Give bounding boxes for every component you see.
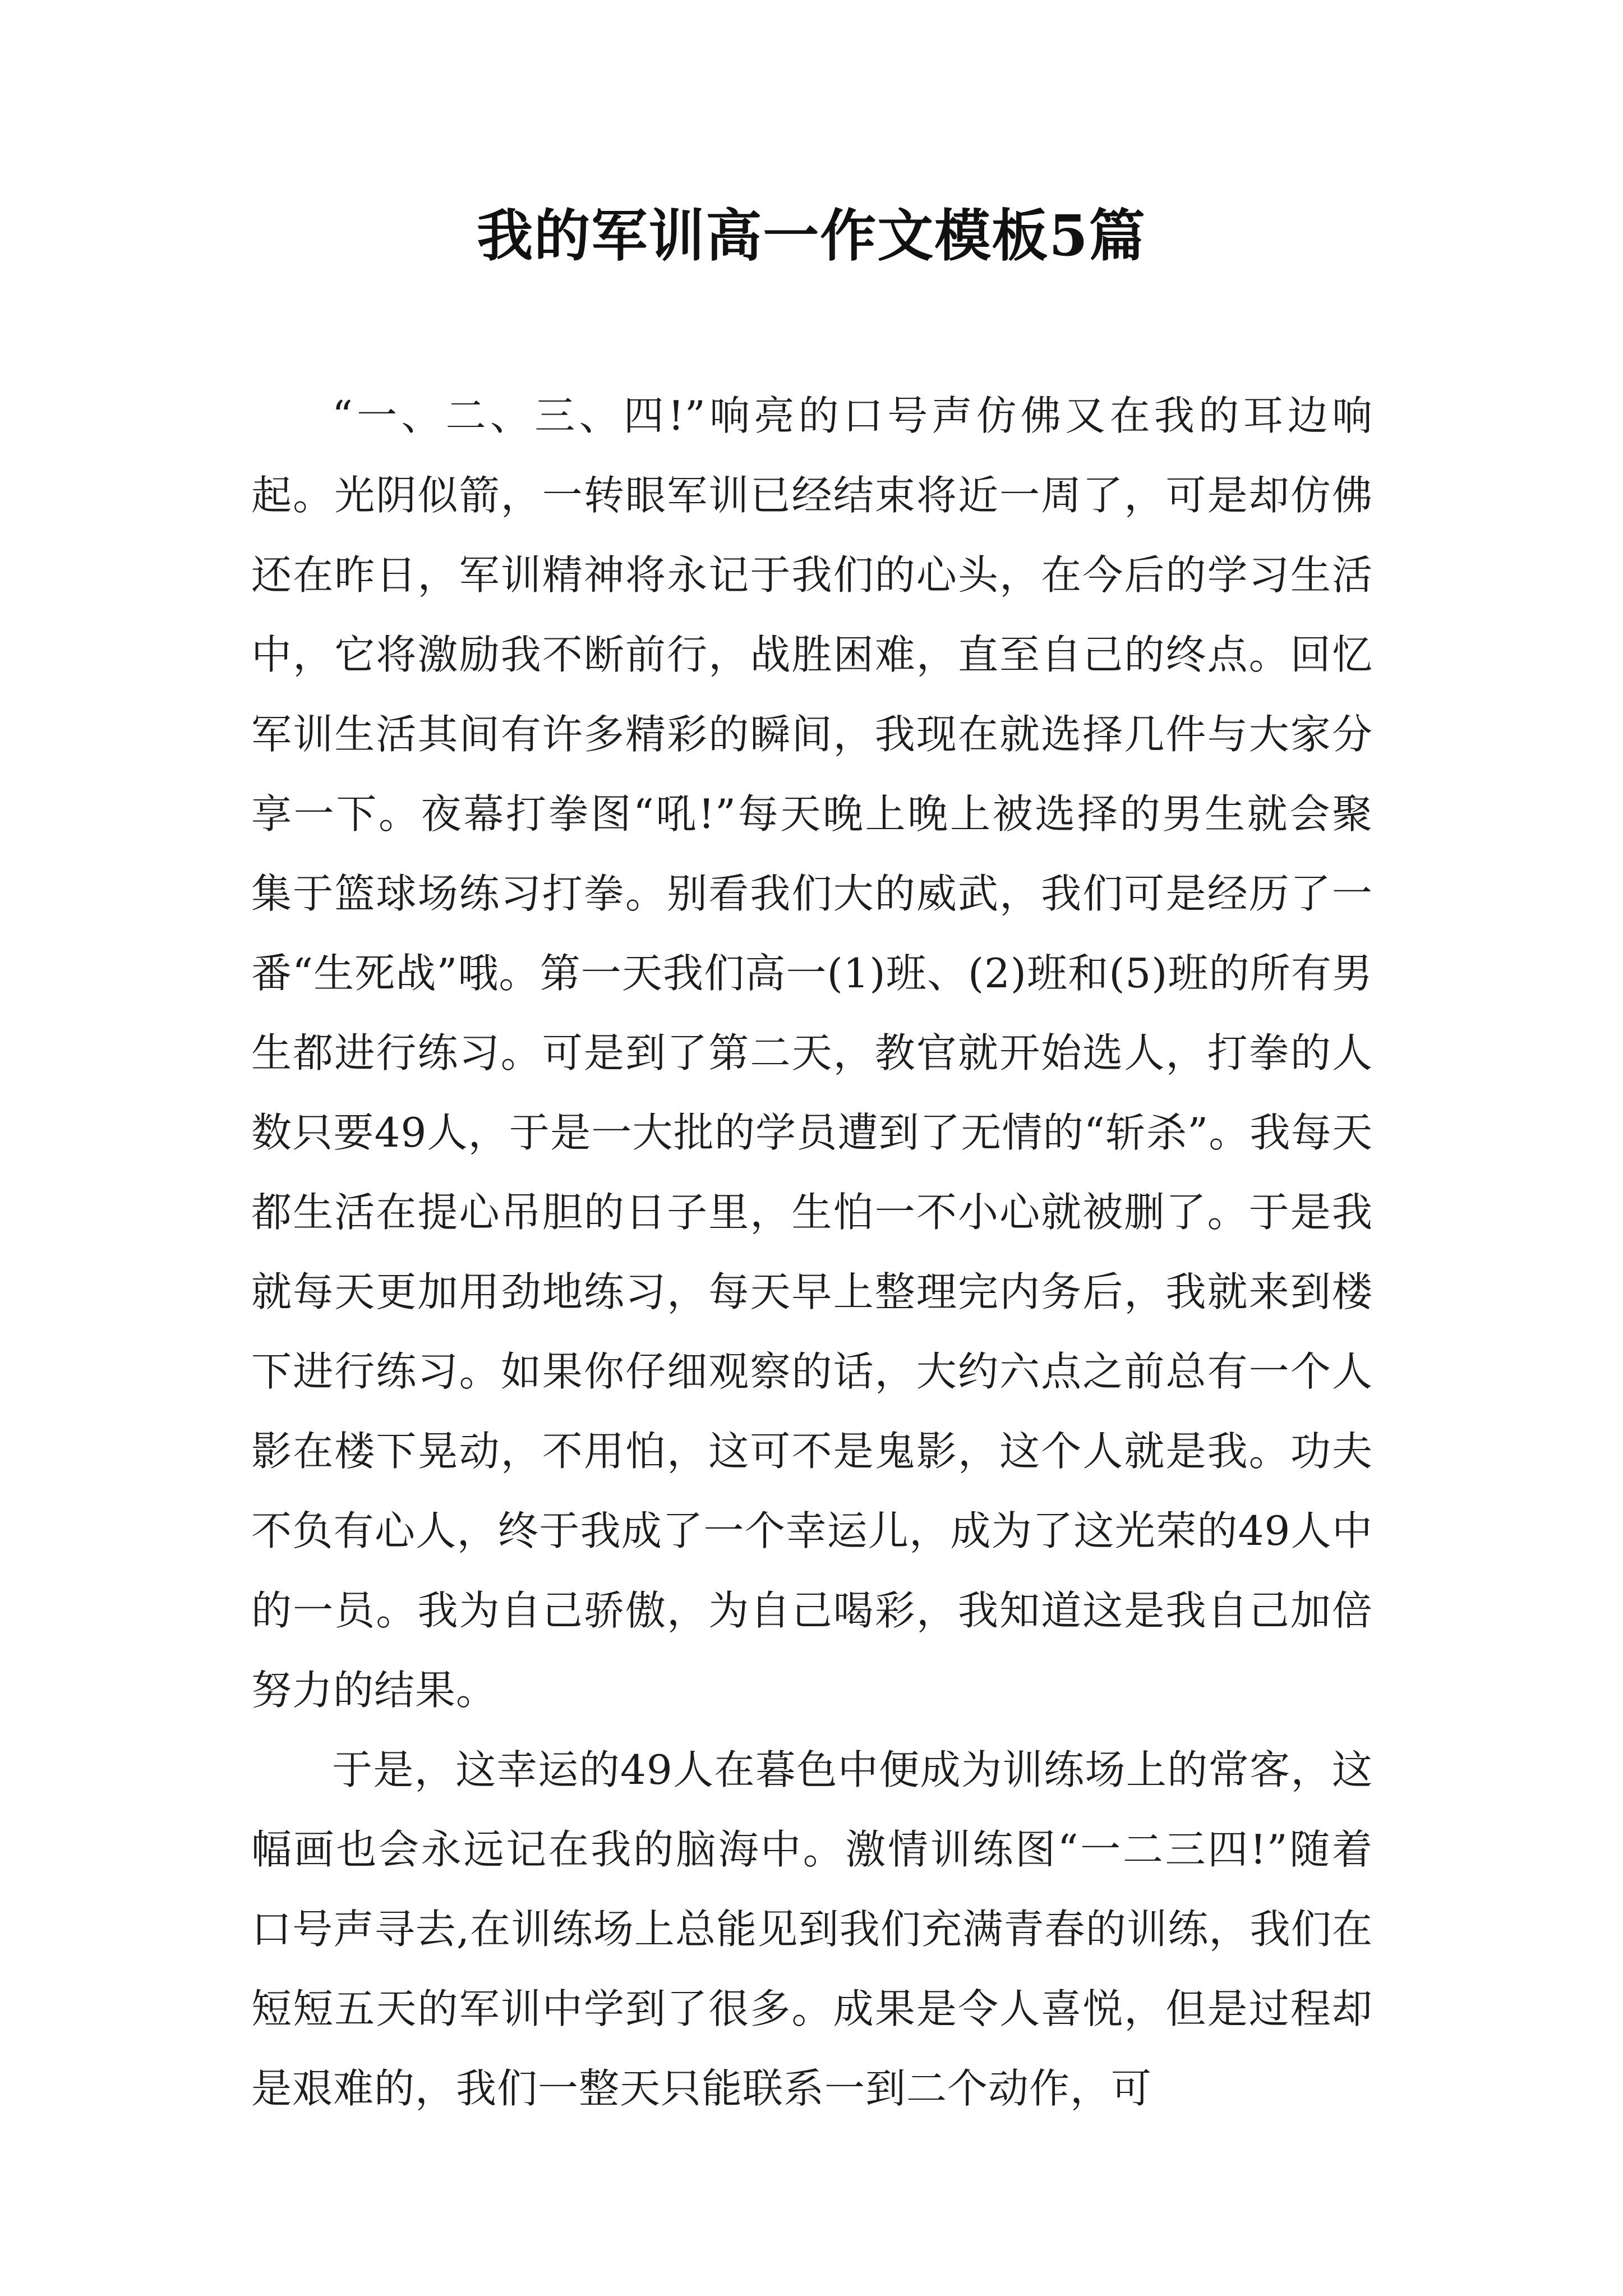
document-body (251, 376, 1373, 2128)
paragraph-2: 于是，这幸运的49人在暮色中便成为训练场上的常客，这幅画也会永远记在我的脑海中。激情训练图“一二三四!”随着口号声寻去,在训练场上总能见到我们充满青春的训练，我们在短短五天的军训中学到了很多。成果是令人喜悦，但是过程却是艰难的，我们一整天只能联系一到二个动作，可 (251, 1746, 1373, 2112)
paragraph-1: “一、二、三、四!”响亮的口号声仿佛又在我的耳边响起。光阴似箭，一转眼军训已经结束将近一周了，可是却仿佛还在昨日，军训精神将永记于我们的心头，在今后的学习生活中，它将激励我不断前行，战胜困难，直至自己的终点。回忆军训生活其间有许多精彩的瞬间，我现在就选择几件与大家分享一下。夜幕打拳图“吼!”每天晚上晚上被选择的男生就会聚集于篮球场练习打拳。别看我们大的威武，我们可是经历了一番“生死战”哦。第一天我们高一(1)班、(2)班和(5)班的所有男生都进行练习。可是到了第二天，教官就开始选人，打拳的人数只要49人，于是一大批的学员遭到了无情的“斩杀”。我每天都生活在提心吊胆的日子里，生怕一不小心就被删了。于是我就每天更加用劲地练习，每天早上整理完内务后，我就来到楼下进行练习。如果你仔细观察的话，大约六点之前总有一个人影在楼下晃动，不用怕，这可不是鬼影，这个人就是我。功夫不负有心人，终于我成了一个幸运儿，成为了这光荣的49人中的一员。我为自己骄傲，为自己喝彩，我知道这是我自己加倍努力的结果。 (251, 392, 1373, 1714)
document-title: 我的军训高一作文模板5篇 (477, 203, 1146, 269)
